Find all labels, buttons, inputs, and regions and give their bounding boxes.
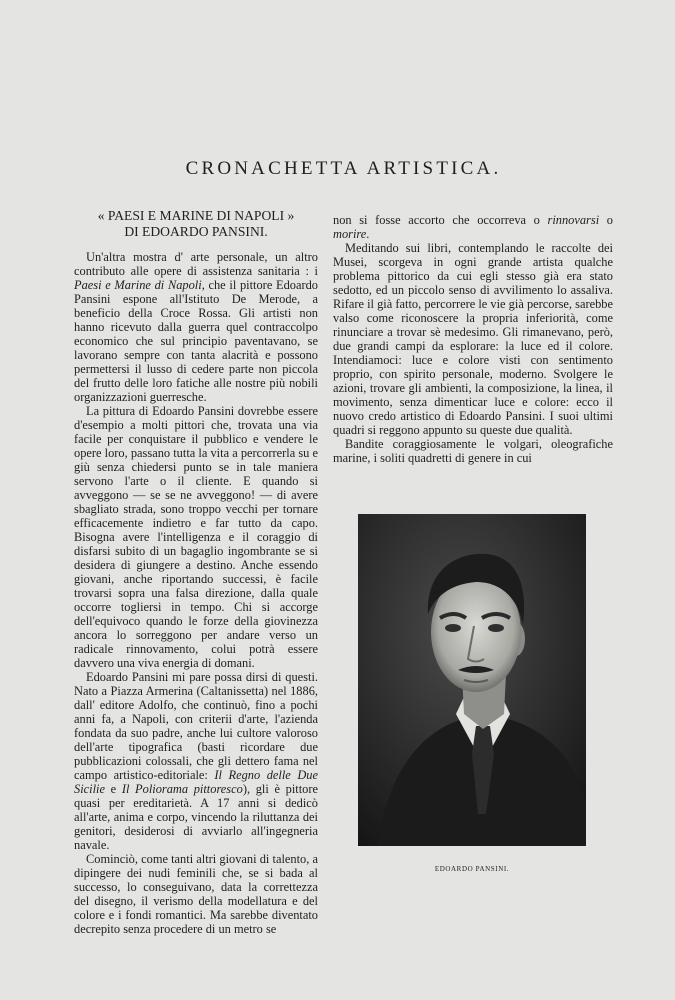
paragraph-3: Edoardo Pansini mi pare possa dirsi di questi. Nato a Piazza Armerina (Caltanissetta) nel 1886, dall' editore Adolfo, che continuò, fino a pochi anni fa, a Napoli, con criterii d'arte, l'azienda fondata da suo padre, anche lui cultore valoroso dell'arte tipografica (basti ricordare due pubblicazioni colossali, che gli dettero fama nel campo artistico-editoriale: Il Regno delle Due Sicilie e Il Poliorama pittoresco), gli è pittore quasi per ereditarietà. A 17 anni si dedicò all'arte, anima e corpo, vincendo la riluttanza dei genitori, desiderosi di avviarlo all'ingegneria navale. xyxy=(74,670,318,852)
article-heading-line2: DI EDOARDO PANSINI. xyxy=(124,224,268,239)
paragraph-5: non si fosse accorto che occorreva o rinnovarsi o morire. xyxy=(333,213,613,241)
photo-caption: EDOARDO PANSINI. xyxy=(434,865,510,873)
paragraph-1: Un'altra mostra d' arte personale, un altro contributo alle opere di assistenza sanitaria : i Paesi e Marine di Napoli, che il pittore Edoardo Pansini espone all'Istituto De Merode, a beneficio della Croce Rossa. Gli artisti non hanno ricevuto dalla guerra quel contraccolpo economico che sul principio paventavano, se lavorano sempre con tanta alacrità e possono permettersi il lusso di cedere parte non piccola del frutto delle loro fatiche alle nostre più nobili organizzazioni guerresche. xyxy=(74,250,318,404)
paragraph-4: Cominciò, come tanti altri giovani di talento, a dipingere dei nudi feminili che, se si bada al successo, lo conseguivano, data la correttezza del disegno, il verismo della modellatura e del colore e i fondi romantici. Ma sarebbe diventato decrepito senza procedere di un metro se xyxy=(74,852,318,936)
page-title: CRONACHETTA ARTISTICA. xyxy=(185,158,502,179)
right-column xyxy=(333,213,613,465)
paragraph-2: La pittura di Edoardo Pansini dovrebbe essere d'esempio a molti pittori che, trovata una via facile per conquistare il pubblico e vendere le opere loro, passano tutta la vita a percorrerla su e giù senza chiedersi punto se in tale maniera servono l'arte o il cliente. E quando si avveggono — se se ne avveggono! — di avere sbagliato strada, sono troppo vecchi per tornare efficacemente indietro e far tutto da capo. Bisogna avere l'intelligenza e il coraggio di disfarsi subito di un bagaglio ingombrante se si desidera di giungere a destino. Anche essendo giovani, anche riportando successi, è facile trovarsi sopra una falsa direzione, dalla quale occorre togliersi in tempo. Chi si accorge dell'equivoco quando le forze della giovinezza ancora lo sorreggono per andare verso un radicale rinnovamento, colui potrà essere davvero una viva energia di domani. xyxy=(74,404,318,670)
portrait-illustration xyxy=(358,514,586,846)
article-heading-line1: « PAESI E MARINE DI NAPOLI » xyxy=(97,208,295,223)
portrait-photo xyxy=(358,514,586,846)
paragraph-7: Bandite coraggiosamente le volgari, oleografiche marine, i soliti quadretti di genere in cui xyxy=(333,437,613,465)
paragraph-6: Meditando sui libri, contemplando le raccolte dei Musei, scorgeva in ogni grande artista qualche problema pittorico da cui egli stesso già era stato sedotto, ed un piccolo senso di avvilimento lo assaliva. Rifare il già fatto, percorrere le vie già percorse, sarebbe valso come riconoscere la propria inferiorità, come rinunciare a trovar sè medesimo. Gli rimanevano, però, due grandi campi da esplorare: la luce ed il colore. Intendiamoci: luce e colore visti con sentimento proprio, con spirito personale, moderno. Svolgere le azioni, trovare gli ambienti, la composizione, la linea, il movimento, senza dimenticar luce e colore: ecco il nuovo credo artistico di Edoardo Pansini. I suoi ultimi quadri si reggono appunto su queste due qualità. xyxy=(333,241,613,437)
article-heading xyxy=(74,208,318,240)
left-column xyxy=(74,208,318,936)
